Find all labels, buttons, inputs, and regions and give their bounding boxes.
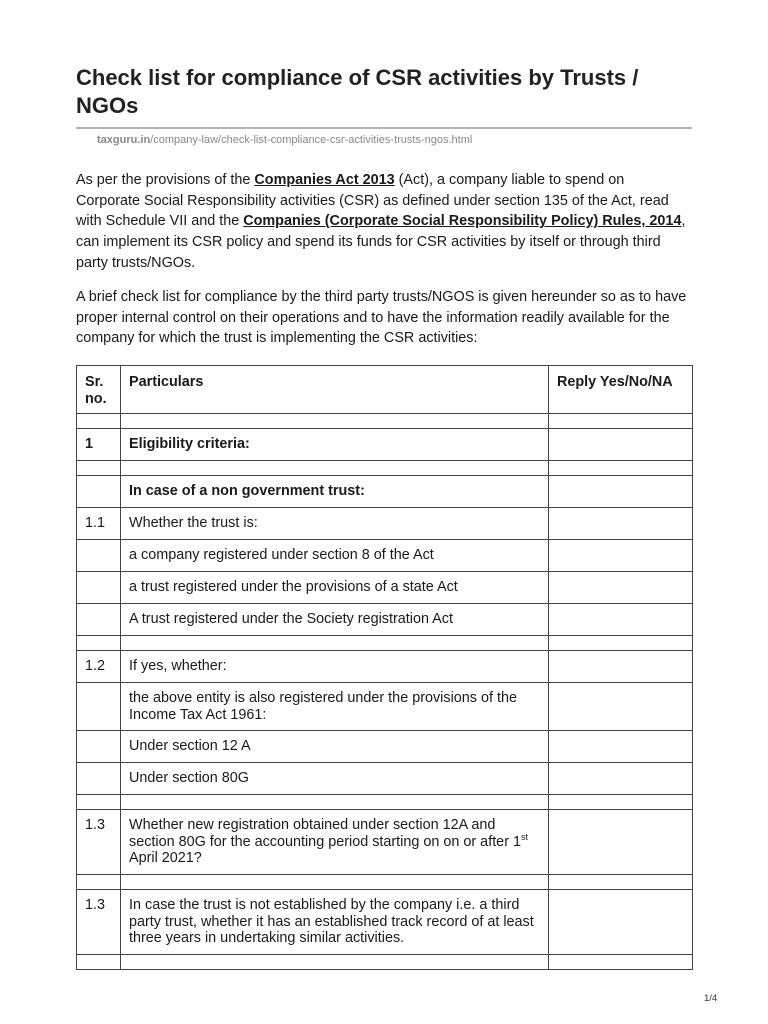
reply-cell[interactable] [549, 810, 693, 875]
intro-paragraph [76, 170, 692, 274]
row-particulars: In case the trust is not established by the company i.e. a third party trust, whether it has an established track record of at least three years in undertaking similar activities. [121, 890, 549, 955]
table-row [77, 572, 693, 604]
row-particulars: a trust registered under the provisions of a state Act [121, 572, 549, 604]
row-sr [77, 476, 121, 508]
table-row [77, 604, 693, 636]
reply-cell[interactable] [549, 763, 693, 795]
table-row [77, 763, 693, 795]
reply-cell[interactable] [549, 429, 693, 461]
row-sr [77, 540, 121, 572]
table-row [77, 890, 693, 955]
intro-text-2: (Act), a company liable to spend on Corporate Social Responsibility activities (CSR) as defined under section 135 of the Act, read with Schedule VII and the [76, 172, 669, 230]
reply-cell[interactable] [549, 572, 693, 604]
reply-cell[interactable] [549, 540, 693, 572]
header-sr-no: Sr. no. [77, 366, 121, 414]
reply-cell[interactable] [549, 890, 693, 955]
row-sr: 1.3 [77, 890, 121, 955]
row-particulars: Under section 12 A [121, 731, 549, 763]
intro-text-1: As per the provisions of the [76, 172, 255, 188]
row-sr [77, 731, 121, 763]
table-row [77, 508, 693, 540]
table-row [77, 651, 693, 683]
row-sr [77, 683, 121, 731]
reply-cell[interactable] [549, 476, 693, 508]
row-sr [77, 572, 121, 604]
companies-act-link[interactable]: Companies Act 2013 [254, 172, 395, 188]
table-header-row [77, 366, 693, 414]
table-row [77, 810, 693, 875]
reply-cell[interactable] [549, 651, 693, 683]
spacer-row [77, 955, 693, 970]
table-row [77, 683, 693, 731]
table-row [77, 731, 693, 763]
checklist-table [76, 365, 693, 970]
reply-cell[interactable] [549, 508, 693, 540]
table-row [77, 540, 693, 572]
row-particulars: Eligibility criteria: [121, 429, 549, 461]
source-path: /company-law/check-list-compliance-csr-activities-trusts-ngos.html [150, 134, 473, 146]
checklist-intro-paragraph: A brief check list for compliance by the third party trusts/NGOS is given hereunder so as to have proper internal control on their operations and to have the information readily available for the company for which the trust is implementing the CSR activities: [76, 289, 687, 347]
csr-rules-link[interactable]: Companies (Corporate Social Responsibility Policy) Rules, 2014 [243, 213, 682, 230]
table-row [77, 429, 693, 461]
row-text: Whether new registration obtained under section 12A and section 80G for the accounting period starting on on or after 1 [129, 817, 521, 850]
row-particulars: In case of a non government trust: [121, 476, 549, 508]
row-sr: 1.1 [77, 508, 121, 540]
row-particulars: Whether the trust is: [121, 508, 549, 540]
row-sr: 1.3 [77, 810, 121, 875]
page-title: Check list for compliance of CSR activities by Trusts / NGOs [76, 65, 639, 118]
row-sr [77, 763, 121, 795]
spacer-row [77, 795, 693, 810]
row-particulars: A trust registered under the Society registration Act [121, 604, 549, 636]
row-sr [77, 604, 121, 636]
row-particulars: the above entity is also registered under the provisions of the Income Tax Act 1961: [121, 683, 549, 731]
row-particulars: If yes, whether: [121, 651, 549, 683]
row-particulars: Under section 80G [121, 763, 549, 795]
row-text-end: April 2021? [129, 850, 202, 866]
spacer-row [77, 414, 693, 429]
row-sr: 1 [77, 429, 121, 461]
source-domain: taxguru.in [97, 134, 151, 146]
row-particulars [121, 810, 549, 875]
intro-text-3: , can implement its CSR policy and spend its funds for CSR activities by itself or through third party trusts/NGOs. [76, 213, 686, 271]
header-particulars: Particulars [121, 366, 549, 414]
spacer-row [77, 636, 693, 651]
ordinal-suffix: st [520, 831, 528, 842]
source-url[interactable] [97, 133, 472, 147]
row-sr: 1.2 [77, 651, 121, 683]
table-row [77, 476, 693, 508]
page-number: 1/4 [704, 993, 718, 1004]
reply-cell[interactable] [549, 683, 693, 731]
row-particulars: a company registered under section 8 of the Act [121, 540, 549, 572]
reply-cell[interactable] [549, 731, 693, 763]
reply-cell[interactable] [549, 604, 693, 636]
title-divider [76, 127, 692, 129]
header-reply: Reply Yes/No/NA [549, 366, 693, 414]
spacer-row [77, 461, 693, 476]
spacer-row [77, 875, 693, 890]
